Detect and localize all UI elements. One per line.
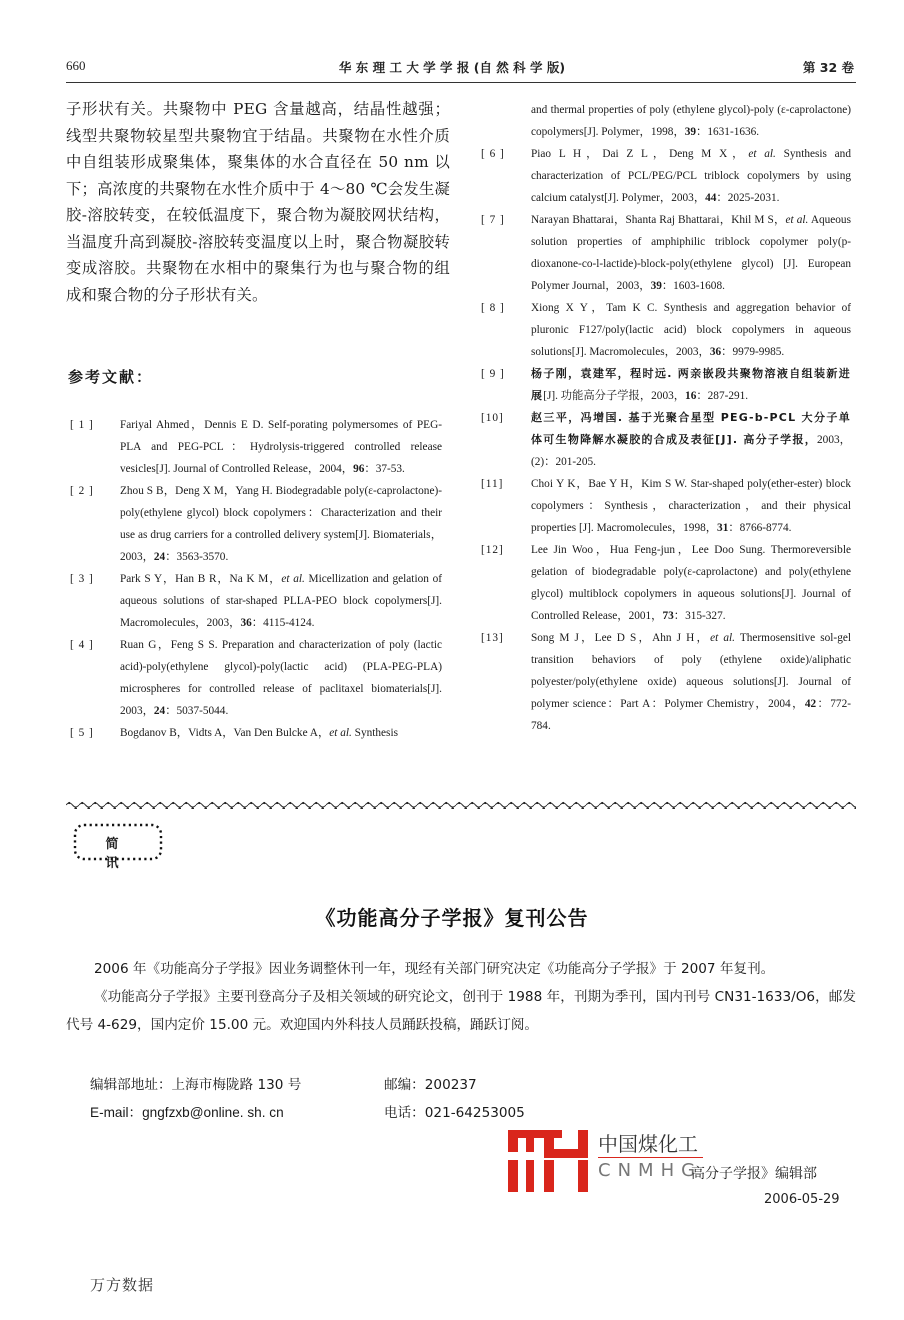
journal-title: 华 东 理 工 大 学 学 报 (自 然 科 学 版): [338, 60, 566, 75]
reference-number: [ 1 ]: [70, 419, 94, 431]
body-paragraph: 子形状有关。共聚物中 PEG 含量越高，结晶性越强；线型共聚物较星型共聚物宜于结晶。共聚物在水性介质中自组装形成聚集体，聚集体的水合直径在 50 nm 以下；高浓度的共聚物在水性介质中于 4～80 ℃会发生凝胶-溶胶转变，在较低温度下，聚合物为凝胶网状结构，当温度升高到凝胶-溶胶转变温度以上时，聚合物凝胶转变成溶胶。共聚物在水相中的聚集行为也与聚合物的组成和聚合物的分子形状有关。: [66, 100, 450, 304]
logo-chinese: 中国煤化工: [598, 1132, 698, 1156]
reference-number: [ 6 ]: [481, 148, 505, 160]
cnmhg-logo: [508, 1130, 817, 1198]
email-link[interactable]: E-mail：gngfzxb@online. sh. cn: [90, 1105, 284, 1120]
reference-item: [ 7 ] Narayan Bhattarai，Shanta Raj Bhattarai，Khil M S，et al. Aqueous solution properties of amphiphilic triblock copolymer poly(p-dioxanone-co-l-lactide)-block-poly(ethylene glycol) [J]. European Polymer Journal，2003，39：1603-1608.: [481, 209, 851, 297]
wave-border-icon: [66, 800, 856, 809]
notice-paragraph: 《功能高分子学报》主要刊登高分子及相关领域的研究论文，创刊于 1988 年，刊期为季刊，国内刊号 CN31-1633/O6，邮发代号 4-629，国内定价 15.00 元。欢迎国内外科技人员踊跃投稿，踊跃订阅。: [66, 989, 856, 1033]
notice-date: 2006-05-29: [764, 1192, 840, 1207]
address-line: 编辑部地址：上海市梅陇路 130 号: [90, 1077, 302, 1093]
reference-item: [ 4 ] Ruan G，Feng S S. Preparation and characterization of poly (lactic acid)-poly(ethylene glycol)-poly(lactic acid) (PLA-PEG-PLA) microspheres for controlled release of paclitaxel biomaterials[J]. 2003，24：5037-5044.: [70, 634, 442, 722]
reference-item: [ 8 ] Xiong X Y，Tam K C. Synthesis and aggregation behavior of pluronic F127/poly(lactic acid) block copolymers in aqueous solutions[J]. Macromolecules，2003，36：9979-9985.: [481, 297, 851, 363]
postcode-line: 邮编：200237: [384, 1077, 477, 1093]
brief-news-badge: [72, 822, 164, 871]
page-number: 660: [66, 58, 86, 73]
editorial-signature: 高分子学报》编辑部: [691, 1166, 817, 1182]
reference-item: [12] Lee Jin Woo，Hua Feng-jun，Lee Doo Sung. Thermoreversible gelation of biodegradable poly(ε-caprolactone) and poly(ethylene glycol) multiblock copolymers in aqueous solutions[J]. Journal of Controlled Release，2001，73：315-327.: [481, 539, 851, 627]
logo-rule: [598, 1157, 703, 1158]
reference-continuation: and thermal properties of poly (ethylene glycol)-poly (ε-caprolactone) copolymers[J]. Polymer，1998，39：1631-1636.: [531, 104, 851, 138]
reference-number: [13]: [481, 632, 504, 644]
reference-item: [ 1 ] Fariyal Ahmed，Dennis E D. Self-porating polymersomes of PEG-PLA and PEG-PCL：Hydrolysis-triggered controlled release vesicles[J]. Journal of Controlled Release，2004，96：37-53.: [70, 414, 442, 480]
notice-paragraph: 2006 年《功能高分子学报》因业务调整休刊一年，现经有关部门研究决定《功能高分子学报》于 2007 年复刊。: [94, 961, 775, 977]
reference-item: [11] Choi Y K，Bae Y H，Kim S W. Star-shaped poly(ether-ester) block copolymers：Synthesis，characterization，and their physical properties [J]. Macromolecules，1998，31：8766-8774.: [481, 473, 851, 539]
notice-body: [66, 955, 856, 1039]
references-right-column: [481, 99, 851, 737]
reference-item: [ 2 ] Zhou S B，Deng X M，Yang H. Biodegradable poly(ε-caprolactone)-poly(ethylene glycol) block copolymers：Characterization and their use as drug carriers for a controlled delivery system[J]. Biomaterials，2003，24：3563-3570.: [70, 480, 442, 568]
reference-number: [ 9 ]: [481, 368, 505, 380]
reference-number: [10]: [481, 412, 504, 424]
badge-label: 简 讯: [105, 837, 141, 871]
wanfang-footer: 万方数据: [90, 1276, 155, 1294]
reference-number: [ 5 ]: [70, 727, 94, 739]
reference-number: [ 3 ]: [70, 573, 94, 585]
reference-item: [ 3 ] Park S Y，Han B R，Na K M，et al. Micellization and gelation of aqueous solutions of star-shaped PLLA-PEO block copolymers[J]. Macromolecules，2003，36：4115-4124.: [70, 568, 442, 634]
reference-item: [10] 赵三平，冯增国. 基于光聚合星型 PEG-b-PCL 大分子单体可生物降解水凝胶的合成及表征[J]. 高分子学报，2003，(2)：201-205.: [481, 407, 851, 473]
references-title: 参考文献：: [68, 368, 154, 386]
header-rule: [66, 82, 856, 83]
volume-label: 第 32 卷: [802, 60, 854, 75]
reference-item: [ 9 ] 杨子刚，袁建军，程时远. 两亲嵌段共聚物溶液自组装新进展[J]. 功能高分子学报，2003，16：287-291.: [481, 363, 851, 407]
reference-number: [11]: [481, 478, 504, 490]
decorative-divider: [66, 797, 856, 809]
reference-number: [ 7 ]: [481, 214, 505, 226]
notice-title: 《功能高分子学报》复刊公告: [315, 906, 589, 930]
references-left-column: [70, 414, 442, 744]
phone-line: 电话：021-64253005: [384, 1105, 525, 1121]
reference-item: [ 6 ] Piao L H，Dai Z L，Deng M X，et al. Synthesis and characterization of PCL/PEG/PCL triblock copolymers by using calcium catalyst[J]. Polymer，2003，44：2025-2031.: [481, 143, 851, 209]
reference-number: [12]: [481, 544, 504, 556]
reference-number: [ 2 ]: [70, 485, 94, 497]
reference-item: [ 5 ] Bogdanov B，Vidts A，Van Den Bulcke A，et al. Synthesis: [70, 722, 442, 744]
mh-logo-icon: [508, 1130, 598, 1194]
reference-item: [13] Song M J，Lee D S，Ahn J H，et al. Thermosensitive sol-gel transition behaviors of poly (ethylene oxide)/aliphatic polyester/poly(ethylene oxide) aqueous solutions[J]. Journal of polymer science：Part A：Polymer Chemistry，2004，42：772-784.: [481, 627, 851, 737]
reference-number: [ 4 ]: [70, 639, 94, 651]
reference-number: [ 8 ]: [481, 302, 505, 314]
logo-english: CNMHG: [598, 1160, 703, 1181]
